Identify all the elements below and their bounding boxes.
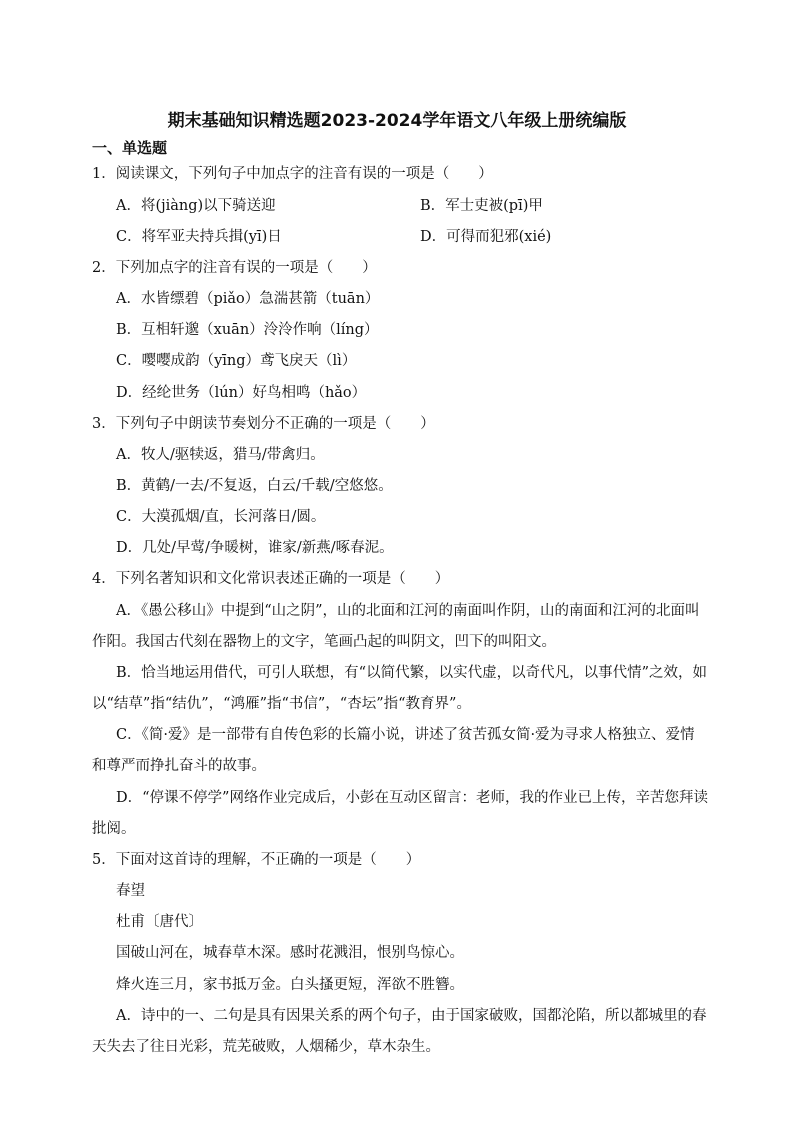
question-2-option-a: A．水皆缥碧（piǎo）急湍甚箭（tuān）: [116, 291, 380, 307]
question-4-option-a-line2: 作阳。我国古代刻在器物上的文字，笔画凸起的叫阴文，凹下的叫阳文。: [92, 634, 556, 650]
question-3-option-a: A．牧人/驱犊返，猎马/带禽归。: [116, 447, 325, 463]
question-4-option-b-line2: 以“结草”指“结仇”，“鸿雁”指“书信”，“杏坛”指“教育界”。: [92, 696, 471, 712]
question-1-option-a: A．将(jiàng)以下骑送迎: [116, 198, 276, 214]
question-3-stem: 3．下列句子中朗读节奏划分不正确的一项是（ ）: [92, 416, 435, 432]
question-5-stem: 5．下面对这首诗的理解，不正确的一项是（ ）: [92, 852, 421, 868]
question-1-option-c: C．将军亚夫持兵揖(yī)日: [116, 229, 282, 245]
section-heading: 一、单选题: [92, 139, 168, 157]
question-2-stem: 2．下列加点字的注音有误的一项是（ ）: [92, 260, 377, 276]
question-4-option-a-line1: A．《愚公移山》中提到“山之阴”，山的北面和江河的南面叫作阴，山的南面和江河的北面叫: [116, 603, 700, 619]
poem-line-1: 国破山河在，城春草木深。感时花溅泪，恨别鸟惊心。: [116, 945, 464, 961]
poem-line-2: 烽火连三月，家书抵万金。白头搔更短，浑欲不胜簪。: [116, 977, 464, 993]
question-3-option-d: D．几处/早莺/争暖树，谁家/新燕/啄春泥。: [116, 540, 394, 556]
question-3-option-c: C．大漠孤烟/直，长河落日/圆。: [116, 509, 326, 525]
question-2-option-b: B．互相轩邈（xuān）泠泠作响（líng）: [116, 322, 379, 338]
poem-author: 杜甫〔唐代〕: [116, 914, 203, 930]
question-4-option-c-line2: 和尊严而挣扎奋斗的故事。: [92, 758, 266, 774]
question-4-option-d-line2: 批阅。: [92, 821, 136, 837]
question-1-option-d: D．可得而犯邪(xié): [420, 229, 552, 245]
question-4-option-d-line1: D．“停课不停学”网络作业完成后，小彭在互动区留言：老师，我的作业已上传，辛苦您拜读: [116, 790, 708, 806]
question-2-option-d: D．经纶世务（lún）好鸟相鸣（hǎo）: [116, 385, 367, 401]
question-1-stem: 1．阅读课文，下列句子中加点字的注音有误的一项是（ ）: [92, 166, 493, 182]
question-4-option-c-line1: C．《简·爱》是一部带有自传色彩的长篇小说，讲述了贫苦孤女简·爱为寻求人格独立、爱情: [116, 727, 695, 743]
question-2-option-c: C．嘤嘤成韵（yīng）鸢飞戾天（lì）: [116, 353, 357, 369]
question-1-option-b: B．军士吏被(pī)甲: [420, 198, 543, 214]
page-title: 期末基础知识精选题2023-2024学年语文八年级上册统编版: [167, 111, 627, 131]
question-5-option-a-line1: A．诗中的一、二句是具有因果关系的两个句子，由于国家破败，国都沦陷，所以都城里的春: [116, 1008, 707, 1024]
question-3-option-b: B．黄鹤/一去/不复返，白云/千载/空悠悠。: [116, 478, 393, 494]
question-4-stem: 4．下列名著知识和文化常识表述正确的一项是（ ）: [92, 571, 450, 587]
question-4-option-b-line1: B．恰当地运用借代，可引人联想，有“以简代繁，以实代虚，以奇代凡，以事代情”之效，如: [116, 665, 707, 681]
poem-title: 春望: [116, 883, 145, 899]
question-5-option-a-line2: 天失去了往日光彩，荒芜破败，人烟稀少，草木杂生。: [92, 1039, 440, 1055]
